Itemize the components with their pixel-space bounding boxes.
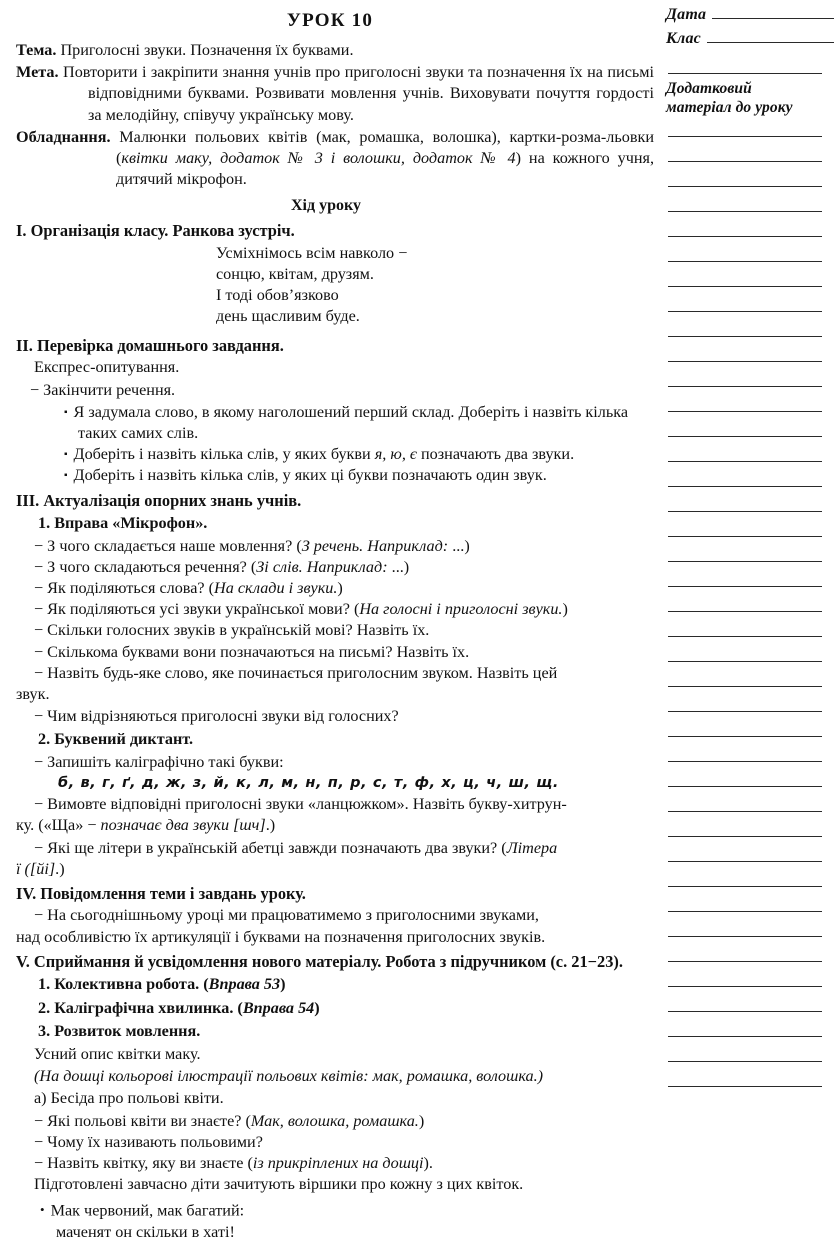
question-pre: − З чого складаються речення? (	[34, 557, 257, 576]
obladnannya-text-1: Малюнки польових квітів (мак, ромашка, волошка), картки-розма-льовки (	[116, 127, 654, 168]
sub2-pre: 2. Каліграфічна хвилинка. (	[38, 998, 243, 1017]
write-line-slot[interactable]	[662, 417, 834, 442]
additional-material-heading-line-1: Додатковий	[666, 80, 752, 97]
section-5-subheading-1	[16, 974, 654, 996]
sub2-post: )	[314, 998, 320, 1017]
list-item	[16, 465, 654, 486]
letters-question-italic-1: Літера	[506, 838, 558, 857]
sub1-italic: Вправа 53	[208, 975, 281, 994]
round-bullet-icon: •	[40, 1202, 45, 1218]
question-item	[16, 557, 654, 578]
date-write-line[interactable]	[712, 18, 834, 19]
square-bullet-icon: ▪	[64, 470, 68, 482]
write-line-slot[interactable]	[662, 967, 834, 992]
chain-post: .)	[265, 816, 276, 835]
additional-material-heading-line-2: матеріал до уроку	[666, 99, 793, 116]
write-line[interactable]	[668, 186, 822, 187]
write-line[interactable]	[668, 536, 822, 537]
write-line[interactable]	[668, 1086, 822, 1087]
write-line[interactable]	[668, 886, 822, 887]
class-field-row[interactable]	[662, 30, 834, 54]
write-line-slot[interactable]	[662, 792, 834, 817]
write-line[interactable]	[668, 911, 822, 912]
write-line[interactable]	[668, 986, 822, 987]
write-line-slot[interactable]	[662, 892, 834, 917]
section-2-line-2: − Закінчити речення.	[30, 380, 176, 399]
question-item	[16, 1111, 654, 1132]
meta-row	[16, 62, 654, 126]
write-line-slot[interactable]	[662, 942, 834, 967]
section-2-line-1: Експрес-опитування.	[34, 358, 180, 377]
date-label: Дата	[666, 6, 707, 23]
question-item-long-continued: звук.	[16, 685, 50, 704]
tema-text: Приголосні звуки. Позначення їх буквами.	[60, 41, 354, 59]
write-line-slot[interactable]	[662, 217, 834, 242]
question-item	[16, 599, 654, 620]
obladnannya-text-italic: квітки маку, додаток № 3 і волошки, додаток № 4	[121, 149, 516, 168]
write-line[interactable]	[668, 286, 822, 287]
write-line-slot[interactable]	[662, 1017, 834, 1042]
write-line[interactable]	[668, 1061, 822, 1062]
meta-label: Мета.	[16, 63, 59, 82]
write-line-slot[interactable]	[662, 592, 834, 617]
section-5-note: Підготовлені завчасно діти зачитують віршики про кожну з цих квіток.	[34, 1175, 524, 1194]
write-line[interactable]	[668, 336, 822, 337]
question-post: )	[562, 600, 568, 619]
meta-text: Повторити і закріпити знання учнів про приголосні звуки та позначення їх на письмі відповідними буквами. Розвивати мовлення учнів. Виховувати почуття гордості за мелодійну, співучу українську мову.	[63, 63, 655, 124]
list-item	[16, 444, 654, 465]
write-line[interactable]	[668, 711, 822, 712]
verse-line: І тоді обов’язково	[216, 285, 339, 304]
consonant-letters-list: б, в, г, ґ, д, ж, з, й, к, л, м, н, п, р, с, т, ф, х, ц, ч, ш, щ.	[58, 775, 559, 792]
margin-notes-column	[662, 0, 834, 1199]
date-field-row[interactable]	[662, 6, 834, 30]
write-line-slot[interactable]	[662, 917, 834, 942]
letters-question-post: .)	[55, 859, 65, 878]
section-4-heading: IV. Повідомлення теми і завдань уроку.	[16, 883, 306, 903]
write-line[interactable]	[668, 936, 822, 937]
question-post: ...)	[387, 557, 410, 576]
write-line[interactable]	[668, 811, 822, 812]
tema-row	[16, 40, 654, 61]
chain-instruction-line-2	[16, 815, 654, 836]
write-line[interactable]	[668, 561, 822, 562]
page-title: УРОК 10	[286, 10, 374, 31]
write-line-slot[interactable]	[662, 1042, 834, 1067]
chain-italic: позначає два звуки [шч]	[100, 816, 266, 835]
write-line[interactable]	[668, 161, 822, 162]
write-line[interactable]	[668, 661, 822, 662]
write-line[interactable]	[668, 361, 822, 362]
section-5-subheading-3: 3. Розвиток мовлення.	[38, 1022, 201, 1041]
write-line[interactable]	[668, 961, 822, 962]
section-1-heading: I. Організація класу. Ранкова зустріч.	[16, 221, 295, 241]
write-line-slot[interactable]	[662, 54, 834, 79]
section-3-heading: III. Актуалізація опорних знань учнів.	[16, 490, 302, 510]
obladnannya-row	[16, 127, 654, 191]
write-line-slot[interactable]	[662, 1067, 834, 1092]
question-item: − Скількома буквами вони позначаються на письмі? Назвіть їх.	[34, 642, 470, 661]
write-line[interactable]	[668, 786, 822, 787]
write-line[interactable]	[668, 861, 822, 862]
list-item-text: Я задумала слово, в якому наголошений перший склад. Доберіть і назвіть кілька таких самих слів.	[73, 402, 629, 443]
write-line-slot[interactable]	[662, 467, 834, 492]
dictation-instruction: − Запишіть каліграфічно такі букви:	[34, 752, 284, 771]
poem-item	[16, 1199, 654, 1222]
write-line[interactable]	[668, 586, 822, 587]
tema-label: Тема.	[16, 41, 57, 59]
write-line-slot[interactable]	[662, 442, 834, 467]
write-line-slot[interactable]	[662, 867, 834, 892]
chain-instruction-line-1: − Вимовте відповідні приголосні звуки «ланцюжком». Назвіть букву-хитрун-	[34, 795, 567, 814]
write-line-slot[interactable]	[662, 817, 834, 842]
write-line-slot[interactable]	[662, 542, 834, 567]
list-item	[16, 402, 654, 444]
letters-question-line-1	[16, 838, 654, 859]
sub1-pre: 1. Колективна робота. (	[38, 975, 209, 994]
write-line-slot[interactable]	[662, 192, 834, 217]
class-write-line[interactable]	[707, 42, 834, 43]
question-italic: Мак, волошка, ромашка.	[250, 1111, 419, 1130]
write-line-slot[interactable]	[662, 367, 834, 392]
question-pre: − Як поділяються слова? (	[34, 579, 215, 598]
question-post: ).	[423, 1153, 433, 1172]
lesson-flow-heading: Хід уроку	[291, 197, 361, 215]
question-item	[16, 578, 654, 599]
section-5-item-a: а) Бесіда про польові квіти.	[34, 1089, 224, 1108]
question-item	[16, 536, 654, 557]
letters-question-italic-2: ї ([йі]	[16, 859, 56, 878]
write-line-slot[interactable]	[662, 167, 834, 192]
section-4-line-1: − На сьогоднішньому уроці ми працюватимемо з приголосними звуками,	[34, 906, 539, 925]
write-line-slot[interactable]	[662, 667, 834, 692]
write-line-slot[interactable]	[662, 342, 834, 367]
verse-line: Усміхнімось всім навколо −	[216, 243, 408, 262]
write-line-slot[interactable]	[662, 267, 834, 292]
write-line-slot[interactable]	[662, 767, 834, 792]
letters-question-line-2	[16, 859, 654, 880]
write-line-slot[interactable]	[662, 642, 834, 667]
question-post: )	[418, 1111, 425, 1130]
write-line-slot[interactable]	[662, 292, 834, 317]
write-line-slot[interactable]	[662, 742, 834, 767]
question-italic: На склади і звуки.	[214, 579, 338, 598]
question-pre: − Які польові квіти ви знаєте? (	[34, 1111, 251, 1130]
question-item	[16, 1153, 654, 1174]
write-line-slot[interactable]	[662, 117, 834, 142]
write-line-slot[interactable]	[662, 392, 834, 417]
verse-line: день щасливим буде.	[216, 306, 360, 325]
sub1-post: )	[280, 975, 286, 994]
write-line-slot[interactable]	[662, 992, 834, 1017]
write-line-slot[interactable]	[662, 492, 834, 517]
question-item: − Чим відрізняються приголосні звуки від голосних?	[34, 707, 399, 726]
write-line[interactable]	[668, 761, 822, 762]
write-line-slot[interactable]	[662, 142, 834, 167]
section-5-subheading-2	[16, 998, 654, 1020]
letters-question-pre: − Які ще літери в українській абетці завжди позначають два звуки? (	[34, 838, 507, 857]
section-3-subheading-1: 1. Вправа «Мікрофон».	[38, 514, 208, 533]
question-pre: − Як поділяються усі звуки української мови? (	[34, 600, 360, 619]
write-line-slot[interactable]	[662, 567, 834, 592]
class-label: Клас	[666, 30, 701, 47]
question-item-long: − Назвіть будь-яке слово, яке починається приголосним звуком. Назвіть цей	[34, 663, 558, 682]
section-3-subheading-2: 2. Буквений диктант.	[38, 730, 194, 749]
write-line[interactable]	[668, 311, 822, 312]
question-post: )	[337, 579, 343, 598]
question-italic: На голосні і приголосні звуки.	[359, 600, 563, 619]
section-2-heading: II. Перевірка домашнього завдання.	[16, 335, 284, 355]
write-line[interactable]	[668, 461, 822, 462]
write-line[interactable]	[668, 386, 822, 387]
sub2-italic: Вправа 54	[242, 998, 315, 1017]
write-line[interactable]	[668, 836, 822, 837]
chain-pre: ку. («Ща» −	[16, 816, 101, 835]
write-line[interactable]	[668, 486, 822, 487]
write-line[interactable]	[668, 211, 822, 212]
write-line[interactable]	[668, 1011, 822, 1012]
section-5-line-2: (На дошці кольорові ілюстрації польових квітів: мак, ромашка, волошка.)	[34, 1067, 544, 1086]
write-line-slot[interactable]	[662, 692, 834, 717]
write-line[interactable]	[668, 686, 822, 687]
write-line[interactable]	[668, 511, 822, 512]
write-line[interactable]	[668, 261, 822, 262]
square-bullet-icon: ▪	[64, 449, 68, 461]
write-line[interactable]	[668, 636, 822, 637]
obladnannya-label: Обладнання.	[16, 127, 111, 146]
square-bullet-icon: ▪	[64, 406, 68, 418]
list-item-text-post: позначають два звуки.	[416, 445, 575, 464]
question-italic: із прикріплених на дошці	[252, 1153, 424, 1172]
list-item-text-pre: Доберіть і назвіть кілька слів, у яких букви	[73, 445, 375, 464]
write-line[interactable]	[668, 736, 822, 737]
write-line-slot[interactable]	[662, 842, 834, 867]
write-line-slot[interactable]	[662, 717, 834, 742]
write-line[interactable]	[668, 611, 822, 612]
section-5-line-1: Усний опис квітки маку.	[34, 1044, 201, 1063]
write-line[interactable]	[668, 1036, 822, 1037]
verse-line: сонцю, квітам, друзям.	[216, 264, 374, 283]
question-italic: Зі слів. Наприклад:	[256, 557, 388, 576]
poem-line-1: Мак червоний, мак багатий:	[50, 1201, 245, 1220]
write-line-slot[interactable]	[662, 617, 834, 642]
write-line-slot[interactable]	[662, 317, 834, 342]
write-line[interactable]	[668, 236, 822, 237]
write-line-slot[interactable]	[662, 517, 834, 542]
write-line[interactable]	[668, 136, 822, 137]
write-line[interactable]	[668, 73, 822, 74]
write-line[interactable]	[668, 411, 822, 412]
write-line[interactable]	[668, 436, 822, 437]
question-pre: − З чого складається наше мовлення? (	[34, 536, 302, 555]
section-5-heading: V. Сприймання й усвідомлення нового матеріалу. Робота з підручником (с. 21−23).	[16, 951, 623, 971]
question-post: ...)	[448, 536, 470, 555]
list-item-text: Доберіть і назвіть кілька слів, у яких ці букви позначають один звук.	[73, 466, 547, 485]
question-item: − Чому їх називають польовими?	[34, 1132, 263, 1151]
write-line-slot[interactable]	[662, 242, 834, 267]
question-pre: − Назвіть квітку, яку ви знаєте (	[34, 1153, 253, 1172]
additional-material-heading	[662, 79, 834, 117]
question-italic: З речень. Наприклад:	[301, 536, 449, 555]
obladnannya-text-2: ) на кожного учня, дитячий мікрофон.	[116, 149, 654, 189]
section-4-line-2: над особливістю їх артикуляції і буквами на позначення приголосних звуків.	[16, 927, 546, 946]
question-item: − Скільки голосних звуків в українській мові? Назвіть їх.	[34, 621, 430, 640]
poem-line-2: маченят он скільки в хаті!	[56, 1223, 235, 1242]
list-item-text-italic: я, ю, є	[374, 445, 417, 464]
